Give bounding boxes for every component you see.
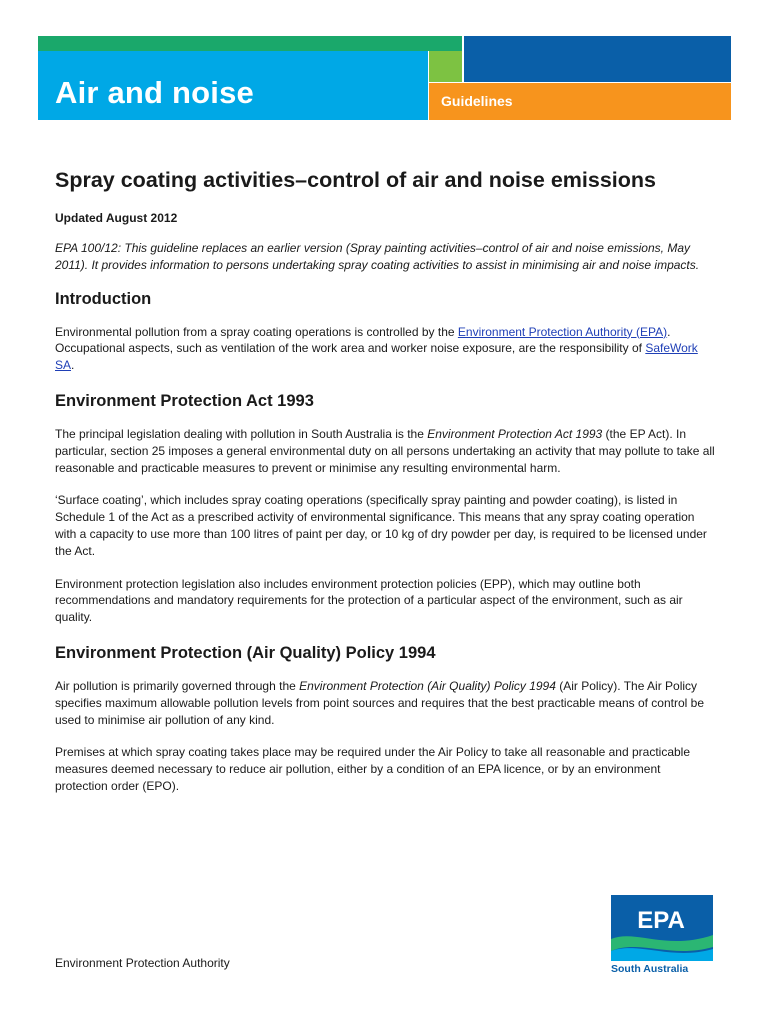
intro-paragraph: EPA 100/12: This guideline replaces an earlier version (Spray painting activities–control of air and noise emissions, May 2011). It provides information to persons undertaking spray coating activities to assist in minimising air and noise impacts. — [55, 241, 700, 272]
text-run: . Occupational aspects, such as ventilation of the work area and worker noise exposure, are the responsibility of — [55, 324, 671, 356]
document-content — [55, 166, 715, 811]
updated-date: Updated August 2012 — [55, 211, 178, 225]
ep-act-paragraph-1 — [55, 426, 715, 476]
logo-text: EPA — [637, 907, 685, 934]
epa-link[interactable]: Environment Protection Authority (EPA) — [457, 324, 668, 339]
banner-guidelines-tag: Guidelines — [441, 93, 513, 109]
air-policy-paragraph-1 — [55, 678, 715, 728]
document-title: Spray coating activities–control of air and noise emissions — [55, 168, 656, 192]
header-banner — [38, 36, 731, 121]
banner-navy-block — [464, 36, 731, 82]
text-run: (Air Policy). The Air Policy specifies maximum allowable pollution levels from point sources and requires that the best practicable means of control be used to minimise air pollution of any kind. — [55, 678, 704, 727]
heading-air-quality-policy: Environment Protection (Air Quality) Policy 1994 — [55, 643, 436, 662]
air-policy-paragraph-2: Premises at which spray coating takes place may be required under the Air Policy to take all reasonable and practicable measures deemed necessary to reduce air pollution, either by a condition of an EPA licence, or by an environment protection order (EPO). — [55, 745, 691, 793]
text-run: (the EP Act). In particular, section 25 imposes a general environmental duty on all persons undertaking an activity that may pollute to take all reasonable and practicable measures to prevent or minimise any resulting environmental harm. — [55, 426, 715, 475]
text-run: Air pollution is primarily governed through the — [55, 678, 300, 693]
text-run: Environmental pollution from a spray coating operations is controlled by the — [55, 324, 458, 339]
epa-logo — [611, 895, 713, 975]
ep-act-paragraph-3: Environment protection legislation also includes environment protection policies (EPP), which may outline both recommendations and mandatory requirements for the protection of a particular aspect of the environment, such as air quality. — [55, 576, 683, 625]
heading-introduction: Introduction — [55, 289, 152, 308]
introduction-paragraph — [55, 324, 715, 374]
logo-subtext: South Australia — [611, 963, 689, 975]
text-run: . — [71, 358, 75, 373]
ep-act-paragraph-2: ‘Surface coating’, which includes spray coating operations (specifically spray painting and powder coating), is listed in Schedule 1 of the Act as a prescribed activity of environmental significance. This means that any spray coating operation with a capacity to use more than 100 litres of paint per day, or 10 kg of dry powder per day, is required to be licensed under the Act. — [55, 493, 707, 558]
heading-ep-act: Environment Protection Act 1993 — [55, 391, 314, 410]
text-run: The principal legislation dealing with pollution in South Australia is the — [55, 426, 428, 441]
safework-sa-link[interactable]: SafeWork SA — [55, 341, 698, 373]
policy-name: Environment Protection (Air Quality) Policy 1994 — [299, 678, 556, 693]
banner-lime-block — [429, 51, 462, 82]
banner-title: Air and noise — [55, 75, 254, 110]
banner-green-stripe — [38, 36, 462, 51]
act-name: Environment Protection Act 1993 — [427, 426, 603, 441]
footer-organisation: Environment Protection Authority — [55, 956, 230, 970]
